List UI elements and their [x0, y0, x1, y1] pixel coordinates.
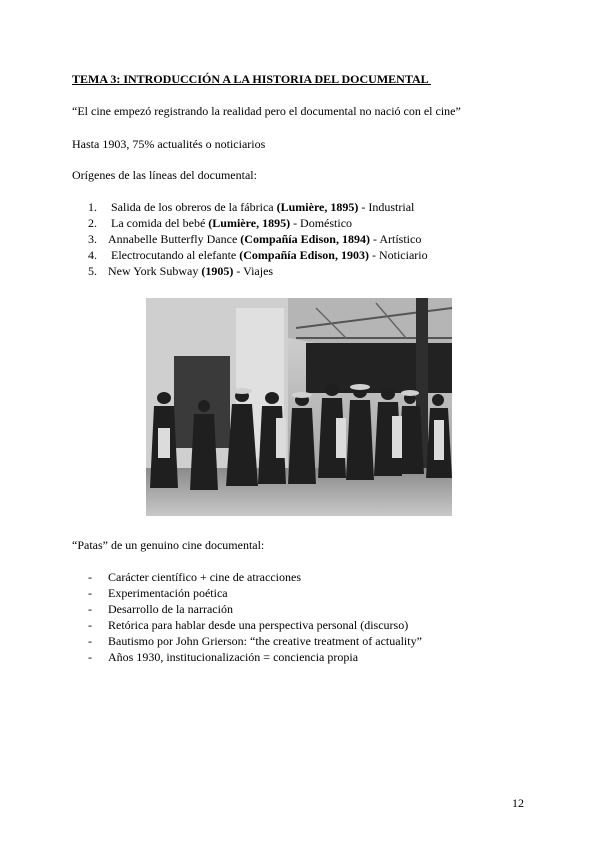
- item-text: Carácter científico + cine de atracciones: [108, 570, 301, 584]
- item-text: La comida del bebé: [108, 216, 209, 230]
- page-title: TEMA 3: INTRODUCCIÓN A LA HISTORIA DEL DOCUMENTAL: [72, 72, 431, 86]
- list-item: [88, 601, 422, 617]
- item-text: Salida de los obreros de la fábrica: [108, 200, 277, 214]
- item-number: 2.: [88, 216, 97, 230]
- item-number: 4.: [88, 248, 97, 262]
- item-category: - Doméstico: [290, 216, 353, 230]
- list-item: [88, 231, 428, 247]
- item-number: 3.: [88, 232, 97, 246]
- item-category: - Industrial: [358, 200, 415, 214]
- origins-heading: Orígenes de las líneas del documental:: [72, 168, 257, 182]
- patas-heading: “Patas” de un genuino cine documental:: [72, 538, 265, 552]
- item-text: Annabelle Butterfly Dance: [108, 232, 241, 246]
- item-text: New York Subway: [108, 264, 202, 278]
- dash-bullet: -: [88, 650, 92, 664]
- list-item: [88, 199, 428, 215]
- item-text: Retórica para hablar desde una perspectiva personal (discurso): [108, 618, 409, 632]
- item-credit: (1905): [201, 264, 234, 278]
- item-category: - Noticiario: [368, 248, 428, 262]
- dash-bullet: -: [88, 586, 92, 600]
- dash-bullet: -: [88, 634, 92, 648]
- list-item: [88, 247, 428, 263]
- item-credit: (Compañía Edison, 1894): [240, 232, 370, 246]
- item-credit: (Compañía Edison, 1903): [239, 248, 369, 262]
- item-text: Desarrollo de la narración: [108, 602, 233, 616]
- stat-text: Hasta 1903, 75% actualités o noticiarios: [72, 137, 266, 151]
- origins-list: [88, 199, 428, 279]
- list-item: [88, 617, 422, 633]
- item-text: Bautismo por John Grierson: “the creative treatment of actuality”: [108, 634, 422, 648]
- item-category: - Artístico: [369, 232, 422, 246]
- film-still-photo: [146, 298, 452, 516]
- list-item: [88, 263, 428, 279]
- dash-bullet: -: [88, 602, 92, 616]
- item-category: - Viajes: [233, 264, 274, 278]
- item-text: Electrocutando al elefante: [108, 248, 240, 262]
- list-item: [88, 649, 422, 665]
- item-number: 5.: [88, 264, 97, 278]
- item-credit: (Lumière, 1895): [208, 216, 291, 230]
- item-credit: (Lumière, 1895): [276, 200, 359, 214]
- list-item: [88, 633, 422, 649]
- list-item: [88, 215, 428, 231]
- item-number: 1.: [88, 200, 97, 214]
- page-number: 12: [512, 796, 524, 810]
- dash-bullet: -: [88, 618, 92, 632]
- patas-list: [88, 569, 422, 665]
- item-text: Años 1930, institucionalización = conciencia propia: [108, 650, 359, 664]
- list-item: [88, 585, 422, 601]
- quote-text: “El cine empezó registrando la realidad pero el documental no nació con el cine”: [72, 104, 461, 118]
- dash-bullet: -: [88, 570, 92, 584]
- item-text: Experimentación poética: [108, 586, 228, 600]
- list-item: [88, 569, 422, 585]
